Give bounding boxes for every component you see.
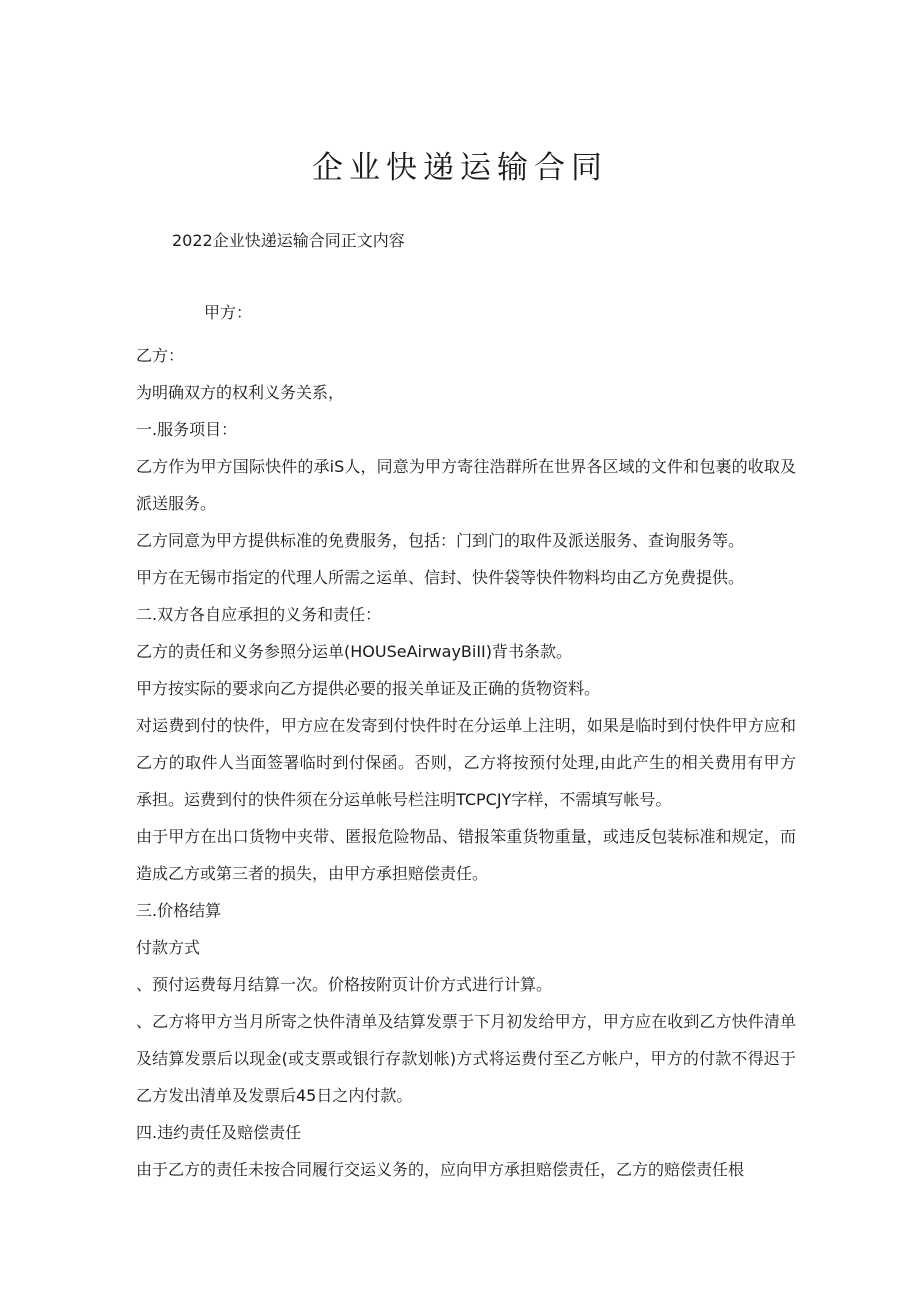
party-a-label: 甲方： xyxy=(204,303,253,322)
document-title: 企业快递运输合同 xyxy=(312,150,608,186)
section-heading-liability: 四.违约责任及赔偿责任 xyxy=(136,1123,302,1142)
paragraph: 由于乙方的责任未按合同履行交运义务的，应向甲方承担赔偿责任，乙方的赔偿责任根 xyxy=(136,1160,745,1179)
contract-body xyxy=(136,337,796,1188)
paragraph: 由于甲方在出口货物中夹带、匿报危险物品、错报笨重货物重量，或违反包装标准和规定，而造成乙方或第三者的损失，由甲方承担赔偿责任。 xyxy=(136,827,796,883)
paragraph: 、乙方将甲方当月所寄之快件清单及结算发票于下月初发给甲方，甲方应在收到乙方快件清单及结算发票后以现金(或支票或银行存款划帐)方式将运费付至乙方帐户，甲方的付款不得迟于乙方发出清单及发票后45日之内付款。 xyxy=(136,1012,796,1105)
document-subtitle: 2022企业快递运输合同正文内容 xyxy=(172,231,405,250)
paragraph: 甲方在无锡市指定的代理人所需之运单、信封、快件袋等快件物料均由乙方免费提供。 xyxy=(136,568,745,587)
paragraph-party-b: 乙方： xyxy=(136,346,185,365)
subheading-payment-method: 付款方式 xyxy=(136,938,201,957)
section-heading-services: 一.服务项目： xyxy=(136,420,238,439)
paragraph: 乙方作为甲方国际快件的承iS人，同意为甲方寄往浩群所在世界各区域的文件和包裹的收取及派送服务。 xyxy=(136,457,796,513)
section-heading-pricing: 三.价格结算 xyxy=(136,901,222,920)
paragraph-purpose: 为明确双方的权利义务关系， xyxy=(136,383,345,402)
paragraph: 、预付运费每月结算一次。价格按附页计价方式进行计算。 xyxy=(136,975,553,994)
paragraph: 乙方同意为甲方提供标准的免费服务，包括：门到门的取件及派送服务、查询服务等。 xyxy=(136,531,745,550)
section-heading-obligations: 二.双方各自应承担的义务和责任： xyxy=(136,605,382,624)
paragraph: 乙方的责任和义务参照分运单(HOUSeAirwayBiII)背书条款。 xyxy=(136,642,573,661)
paragraph: 对运费到付的快件，甲方应在发寄到付快件时在分运单上注明，如果是临时到付快件甲方应和乙方的取件人当面签署临时到付保函。否则，乙方将按预付处理,由此产生的相关费用有甲方承担。运费到付的快件须在分运单帐号栏注明TCPCJY字样，不需填写帐号。 xyxy=(136,716,796,809)
paragraph: 甲方按实际的要求向乙方提供必要的报关单证及正确的货物资料。 xyxy=(136,679,601,698)
